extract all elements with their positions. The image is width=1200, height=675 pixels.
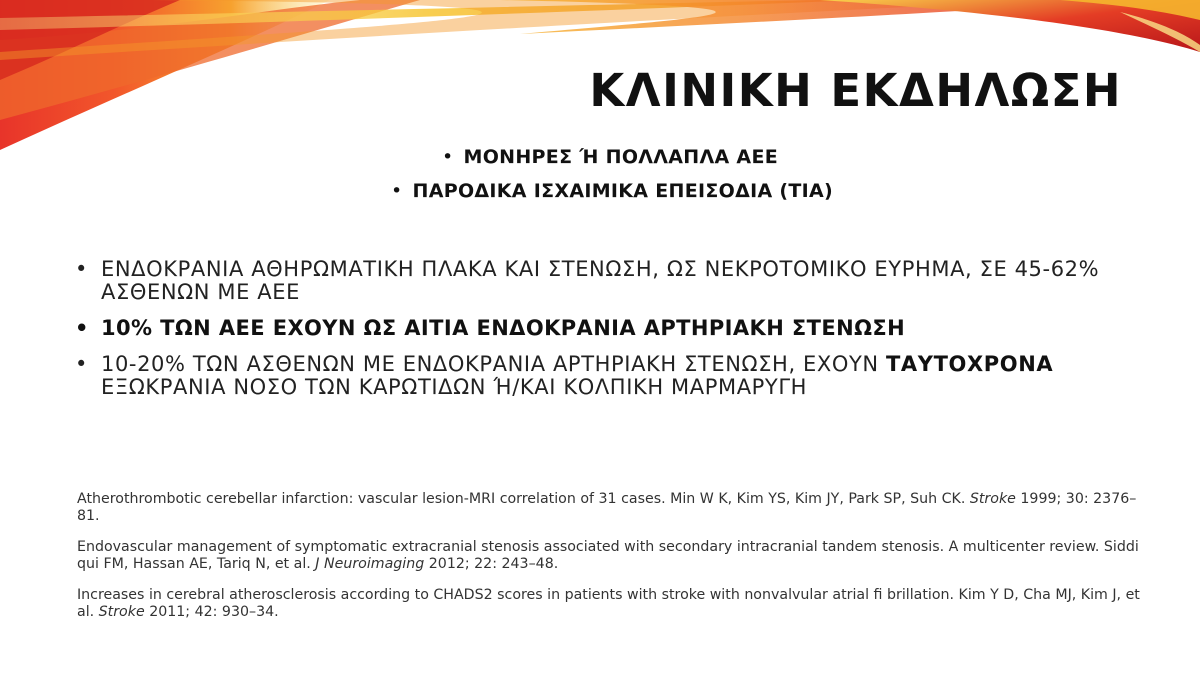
bullet-icon: • [391, 180, 403, 202]
main-bullet-text: 10-20% ΤΩΝ ΑΣΘΕΝΩΝ ΜΕ ΕΝΔΟΚΡΑΝΙΑ ΑΡΤΗΡΙΑΚΗ ΣΤΕΝΩΣΗ, ΕΧΟΥΝ [101, 352, 886, 376]
main-bullet-item [75, 258, 1135, 304]
main-bullet-list [75, 258, 1135, 412]
reference-text: Increases in cerebral atherosclerosis according to CHADS2 scores in patients with stroke with nonvalvular atrial fi brillation. Kim Y D, Cha MJ, Kim J, et al. [77, 587, 1140, 620]
top-bullet-text: ΜΟΝΗΡΕΣ Ή ΠΟΛΛΑΠΛΑ ΑΕΕ [463, 146, 778, 168]
reference-journal: Stroke [969, 491, 1016, 507]
reference-item [77, 491, 1157, 525]
top-bullet-text: ΠΑΡΟΔΙΚΑ ΙΣΧΑΙΜΙΚΑ ΕΠΕΙΣΟΔΙΑ (TIA) [412, 180, 833, 202]
reference-text: Endovascular management of symptomatic extracranial stenosis associated with secondary intracranial tandem stenosis. A multicenter review. Siddi qui FM, Hassan AE, Tariq N, et al. [77, 539, 1139, 572]
top-bullet-item [0, 174, 1200, 208]
reference-citation: 1999; 30: 2376–81. [77, 491, 1137, 524]
reference-journal: J Neuroimaging [315, 556, 425, 572]
reference-text: Atherothrombotic cerebellar infarction: vascular lesion-MRI correlation of 31 cases. Min W K, Kim YS, Kim JY, Park SP, Suh CK. [77, 491, 970, 507]
main-bullet-text: ΕΞΩΚΡΑΝΙΑ ΝΟΣΟ ΤΩΝ ΚΑΡΩΤΙΔΩΝ Ή/ΚΑΙ ΚΟΛΠΙΚΗ ΜΑΡΜΑΡΥΓΗ [101, 375, 808, 399]
emphasis-text: ΤΑΥΤΟΧΡΟΝΑ [886, 352, 1054, 376]
slide-title: ΚΛΙΝΙΚΗ ΕΚΔΗΛΩΣΗ [589, 64, 1122, 117]
reference-item [77, 539, 1157, 573]
bullet-icon: • [75, 352, 88, 376]
main-bullet-item [75, 317, 1135, 340]
bullet-icon: • [75, 316, 89, 340]
reference-citation: 2011; 42: 930–34. [144, 604, 279, 620]
reference-item [77, 587, 1157, 621]
main-bullet-item [75, 353, 1135, 399]
reference-citation: 2012; 22: 243–48. [424, 556, 559, 572]
top-bullet-item [0, 140, 1200, 174]
main-bullet-text: ΕΝΔΟΚΡΑΝΙΑ ΑΘΗΡΩΜΑΤΙΚΗ ΠΛΑΚΑ ΚΑΙ ΣΤΕΝΩΣΗ, ΩΣ ΝΕΚΡΟΤΟΜΙΚΟ ΕΥΡΗΜΑ, ΣΕ 45-62% ΑΣΘΕΝΩΝ ΜΕ ΑΕΕ [101, 257, 1100, 304]
top-bullet-list [0, 140, 1200, 208]
bullet-icon: • [441, 146, 454, 168]
references [77, 491, 1157, 635]
main-bullet-text: 10% ΤΩΝ ΑΕΕ ΕΧΟΥΝ ΩΣ ΑΙΤΙΑ ΕΝΔΟΚΡΑΝΙΑ ΑΡΤΗΡΙΑΚΗ ΣΤΕΝΩΣΗ [101, 316, 906, 340]
reference-journal: Stroke [98, 604, 145, 620]
bullet-icon: • [75, 257, 88, 281]
